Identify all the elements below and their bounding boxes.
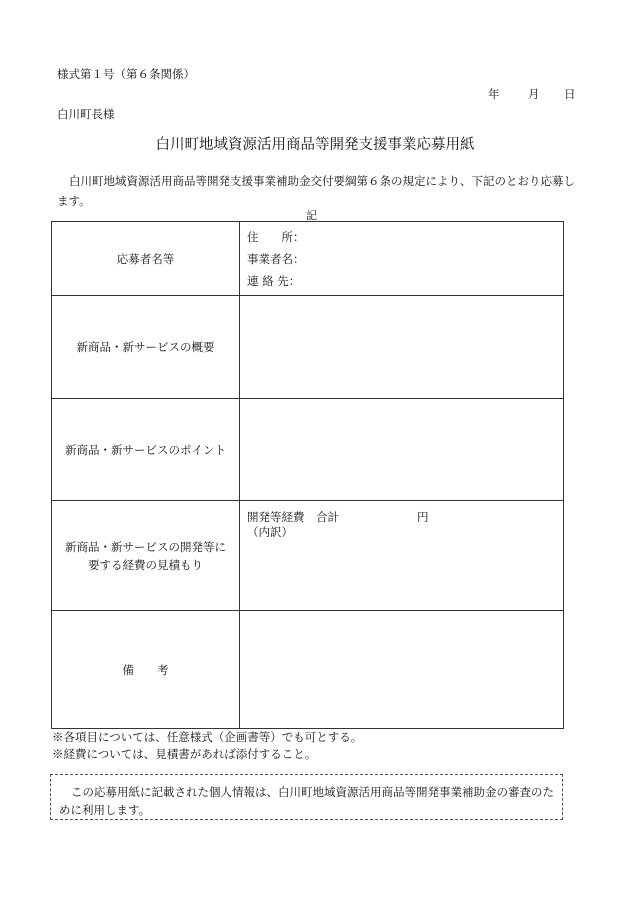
overview-label: 新商品・新サービスの概要 [52, 296, 240, 399]
notes [52, 729, 362, 763]
document-title: 白川町地域資源活用商品等開発支援事業応募用紙 [155, 137, 475, 153]
note-item: ※各項目については、任意様式（企画書等）でも可とする。 [52, 730, 363, 744]
remarks-row [52, 611, 564, 729]
privacy-notice-text: この応募用紙に記載された個人情報は、白川町地域資源活用商品等開発事業補助金の審査のために利用します。 [59, 785, 554, 817]
contact-label: 連 絡 先： [247, 273, 301, 288]
applicant-label: 応募者名等 [52, 222, 240, 296]
date-year: 年 [488, 87, 500, 101]
cost-row [52, 501, 564, 611]
overview-field[interactable] [240, 296, 564, 399]
points-row [52, 399, 564, 501]
date-month: 月 [528, 87, 540, 101]
overview-row [52, 296, 564, 399]
cost-total-unit: 円 [417, 510, 429, 524]
cost-total-line [247, 510, 556, 525]
cost-breakdown-label: （内訳） [247, 525, 293, 539]
application-table [51, 221, 564, 729]
points-label: 新商品・新サービスのポイント [52, 399, 240, 501]
applicant-row [52, 222, 564, 296]
remarks-label: 備 考 [52, 611, 240, 729]
applicant-content[interactable] [240, 222, 564, 296]
cost-total-label: 開発等経費 合計 [247, 510, 339, 524]
note-item: ※経費については、見積書があれば添付すること。 [52, 747, 317, 761]
points-field[interactable] [240, 399, 564, 501]
cost-field[interactable] [240, 501, 564, 611]
date-day: 日 [564, 87, 576, 101]
addressee: 白川町長様 [57, 107, 115, 121]
intro-text: 白川町地域資源活用商品等開発支援事業補助金交付要綱第６条の規定により、下記のとおり応募します。 [57, 174, 575, 208]
form-number: 様式第１号（第６条関係） [57, 67, 195, 81]
cost-label-line1: 新商品・新サービスの開発等に [65, 539, 226, 554]
cost-label-line2: 要する経費の見積もり [88, 557, 203, 572]
privacy-notice-box [50, 774, 563, 820]
cost-label [52, 501, 240, 611]
intro-paragraph [57, 171, 575, 211]
address-label: 住 所： [247, 229, 305, 244]
ki-heading: 記 [306, 209, 317, 222]
date-line [488, 86, 576, 102]
business-name-label: 事業者名： [247, 251, 305, 266]
remarks-field[interactable] [240, 611, 564, 729]
